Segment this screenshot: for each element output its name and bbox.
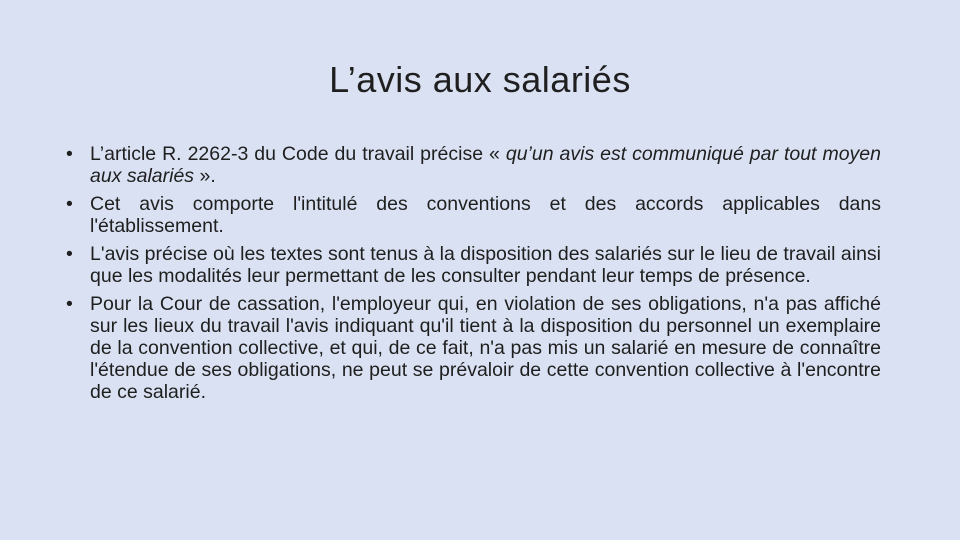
bullet-item-2 bbox=[66, 193, 881, 237]
bullet-item-1 bbox=[66, 143, 881, 187]
bullet-item-4 bbox=[66, 293, 881, 403]
bullet-2-text: Cet avis comporte l'intitulé des conventions et des accords applicables dans l'établissement. bbox=[90, 193, 881, 237]
bullet-dot: • bbox=[66, 193, 73, 215]
bullet-dot: • bbox=[66, 243, 73, 265]
bullet-list bbox=[66, 143, 881, 409]
bullet-1-lead: L’article R. 2262-3 du Code du travail précise « bbox=[90, 143, 506, 165]
bullet-item-3 bbox=[66, 243, 881, 287]
slide-title: L’avis aux salariés bbox=[329, 59, 631, 100]
bullet-3-text: L'avis précise où les textes sont tenus à la disposition des salariés sur le lieu de travail ainsi que les modalités leur permettant de les consulter pendant leur temps de présence. bbox=[90, 243, 881, 287]
bullet-dot: • bbox=[66, 293, 73, 315]
bullet-1-quote: qu’un avis est communiqué par tout moyen aux salariés bbox=[90, 143, 881, 187]
bullet-1-tail: ». bbox=[194, 165, 216, 187]
bullet-4-text: Pour la Cour de cassation, l'employeur qui, en violation de ses obligations, n'a pas affiché sur les lieux du travail l'avis indiquant qu'il tient à la disposition du personnel un exemplaire de la convention collective, et qui, de ce fait, n'a pas mis un salarié en mesure de connaître l'étendue de ses obligations, ne peut se prévaloir de cette convention collective à l'encontre de ce salarié. bbox=[90, 293, 881, 403]
bullet-dot: • bbox=[66, 143, 73, 165]
